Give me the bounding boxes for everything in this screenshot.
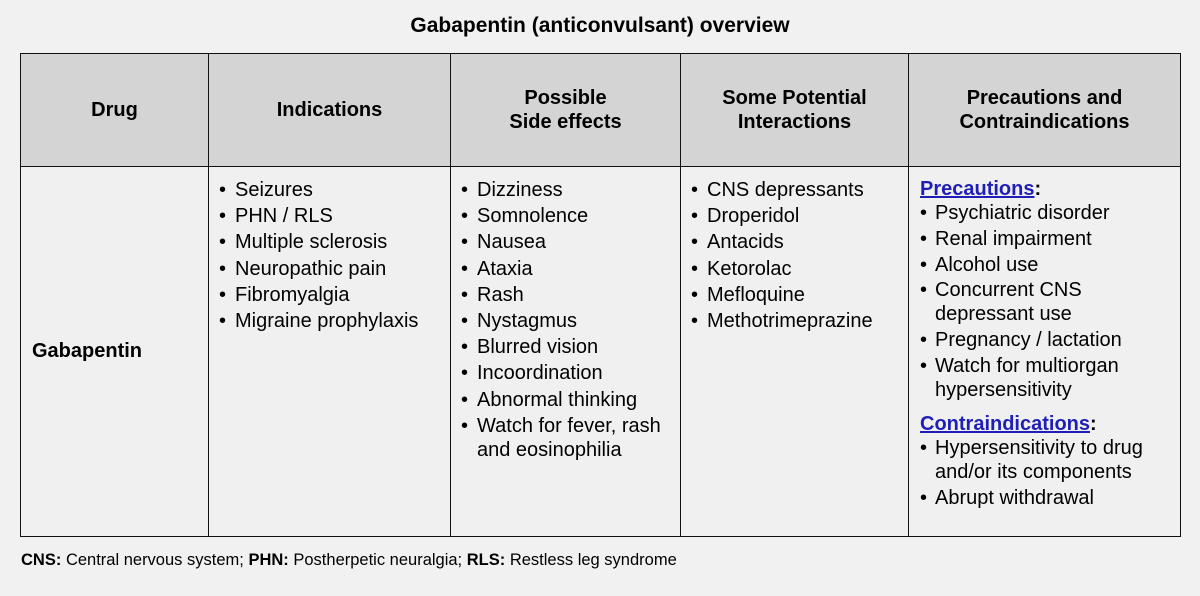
header-precautions-line-1: Precautions and (966, 87, 1123, 109)
list-item: • Concurrent CNS depressant use (920, 278, 1172, 326)
footnote-text-cns: Central nervous system; (65, 551, 244, 569)
list-item: • Seizures (219, 178, 442, 202)
list-item: • Dizziness (461, 178, 672, 202)
footnote-text-rls: Restless leg syndrome (509, 551, 677, 569)
list-item: • Ketorolac (691, 257, 900, 281)
footnote-abbr-rls: RLS: (466, 551, 506, 569)
list-item: • Nausea (461, 230, 672, 254)
header-side-effects (451, 54, 681, 167)
drug-cell: Gabapentin (21, 167, 209, 537)
list-item: • Multiple sclerosis (219, 230, 442, 254)
header-interactions-line-1: Some Potential (722, 87, 867, 109)
footnote-text-phn: Postherpetic neuralgia; (293, 551, 463, 569)
list-item: • CNS depressants (691, 178, 900, 202)
list-item: • Blurred vision (461, 335, 672, 359)
header-side-effects-line-1: Possible (524, 87, 607, 109)
list-item: • Methotrimeprazine (691, 309, 900, 333)
header-precautions (909, 54, 1181, 167)
header-interactions-line-2: Interactions (737, 111, 852, 133)
contraindications-heading: Contraindications: (920, 412, 1097, 435)
footnote-abbr-cns: CNS: (21, 551, 62, 569)
header-side-effects-line-2: Side effects (509, 111, 622, 133)
side-effects-list (451, 167, 680, 462)
list-item: • Somnolence (461, 204, 672, 228)
header-precautions-line-2: Contraindications (959, 111, 1130, 133)
precautions-heading-text: Precautions (920, 178, 1035, 200)
contraindications-heading-text: Contraindications (920, 412, 1091, 435)
list-item: • Renal impairment (920, 227, 1172, 251)
list-item: • PHN / RLS (219, 204, 442, 228)
indications-list (209, 167, 450, 333)
list-item: • Abnormal thinking (461, 388, 672, 412)
table-row (21, 167, 1181, 537)
list-item: • Nystagmus (461, 309, 672, 333)
list-item: • Alcohol use (920, 253, 1172, 277)
header-drug (21, 54, 209, 167)
list-item: • Incoordination (461, 361, 672, 385)
list-item: • Pregnancy / lactation (920, 328, 1172, 352)
list-item: • Antacids (691, 230, 900, 254)
header-row (21, 54, 1181, 167)
header-interactions (681, 54, 909, 167)
precautions-heading: Precautions: (920, 178, 1042, 200)
list-item: • Watch for multiorgan hypersensitivity (920, 354, 1172, 402)
list-item: • Watch for fever, rash and eosinophilia (461, 414, 672, 462)
interactions-cell (681, 167, 909, 537)
list-item: • Migraine prophylaxis (219, 309, 442, 333)
list-item: • Rash (461, 283, 672, 307)
indications-cell (209, 167, 451, 537)
interactions-list (681, 167, 908, 333)
page-title: Gabapentin (anticonvulsant) overview (410, 14, 790, 37)
list-item: • Abrupt withdrawal (920, 486, 1172, 510)
precautions-cell (909, 167, 1181, 537)
list-item: • Psychiatric disorder (920, 201, 1172, 225)
list-item: • Hypersensitivity to drug and/or its components (920, 436, 1172, 484)
header-indications-line: Indications (276, 99, 383, 121)
list-item: • Neuropathic pain (219, 257, 442, 281)
overview-table (20, 53, 1181, 537)
list-item: • Droperidol (691, 204, 900, 228)
header-indications (209, 54, 451, 167)
header-drug-line: Drug (91, 99, 138, 121)
contraindications-list (920, 436, 1172, 510)
precautions-list (920, 201, 1172, 402)
precautions-block (909, 167, 1180, 510)
list-item: • Ataxia (461, 257, 672, 281)
list-item: • Fibromyalgia (219, 283, 442, 307)
footnote-abbr-phn: PHN: (248, 551, 289, 569)
side-effects-cell (451, 167, 681, 537)
abbreviations-footnote (21, 551, 677, 570)
list-item: • Mefloquine (691, 283, 900, 307)
